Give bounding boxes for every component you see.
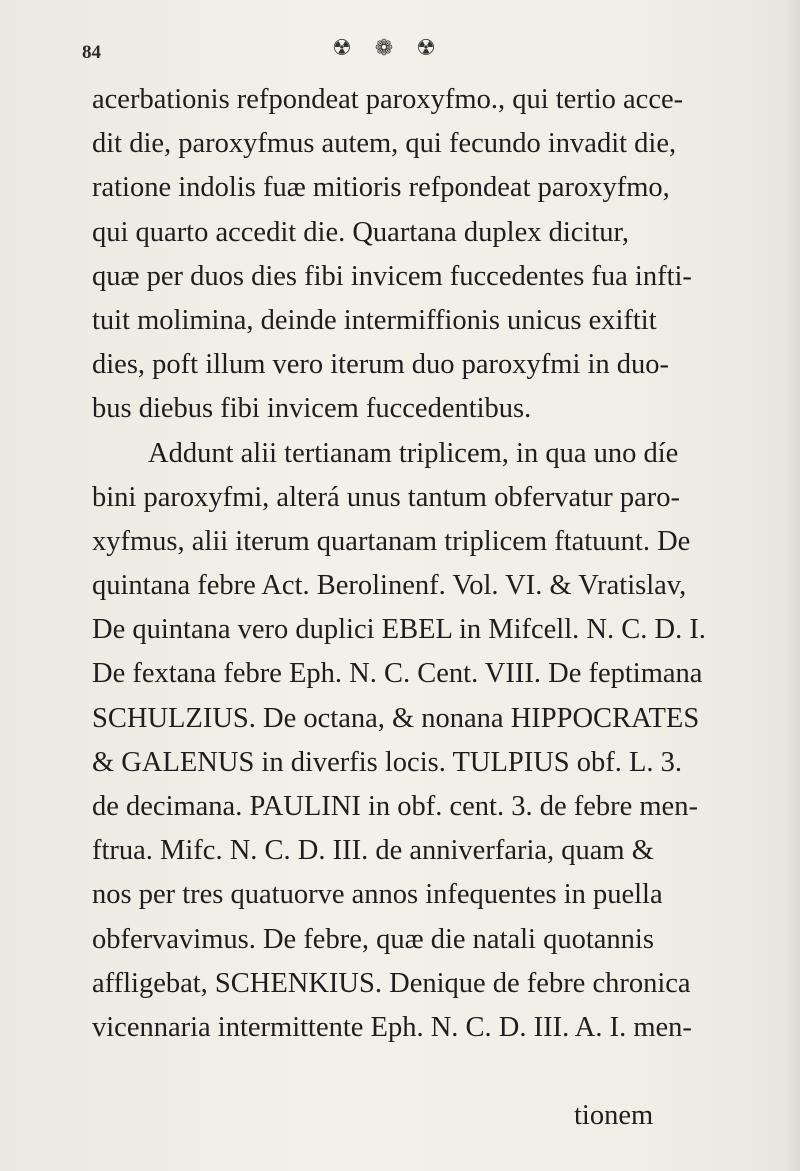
- text-line: obfervavimus. De febre, quæ die natali quotannis: [92, 923, 654, 955]
- text-line: dies, poft illum vero iterum duo paroxyfmi in duo-: [92, 349, 670, 381]
- text-line: ftrua. Mifc. N. C. D. III. de anniverfaria, quam &: [92, 835, 654, 867]
- page-edge-shadow: [786, 0, 800, 1171]
- header-ornaments: [332, 36, 437, 61]
- text-line: xyfmus, alii iterum quartanam triplicem ftatuunt. De: [92, 525, 691, 557]
- catchword: tionem: [574, 1100, 654, 1131]
- text-line: De quintana vero duplici EBEL in Mifcell. N. C. D. I.: [92, 614, 706, 646]
- text-line: bini paroxyfmi, alterá unus tantum obfervatur paro-: [92, 481, 681, 513]
- ornament-center-icon: ❁: [374, 36, 395, 61]
- paragraph-start-line: Addunt alii tertianam triplicem, in qua uno díe: [148, 437, 679, 469]
- text-line: quæ per duos dies fibi invicem fuccedentes fua infti-: [92, 260, 692, 292]
- text-line: SCHULZIUS. De octana, & nonana HIPPOCRATES: [92, 702, 700, 734]
- ornament-right-icon: ☢: [416, 36, 437, 61]
- text-line: bus diebus fibi invicem fuccedentibus.: [92, 393, 532, 425]
- text-line: qui quarto accedit die. Quartana duplex dicitur,: [92, 216, 629, 248]
- text-line: tuit molimina, deinde intermiffionis unicus exiftit: [92, 304, 657, 336]
- text-line: vicennaria intermittente Eph. N. C. D. III. A. I. men-: [92, 1011, 692, 1043]
- ornament-left-icon: ☢: [332, 36, 353, 61]
- text-line: quintana febre Act. Berolinenf. Vol. VI. & Vratislav,: [92, 570, 687, 602]
- page-header: [82, 30, 682, 66]
- text-line: dit die, paroxyfmus autem, qui fecundo invadit die,: [92, 128, 677, 160]
- text-line: de decimana. PAULINI in obf. cent. 3. de febre men-: [92, 791, 698, 822]
- body-text: [92, 78, 742, 1050]
- text-line: affligebat, SCHENKIUS. Denique de febre chronica: [92, 967, 691, 999]
- text-line: acerbationis refpondeat paroxyfmo., qui tertio acce-: [92, 84, 684, 115]
- text-line: De fextana febre Eph. N. C. Cent. VIII. De feptimana: [92, 658, 703, 690]
- text-line: ratione indolis fuæ mitioris refpondeat paroxyfmo,: [92, 172, 670, 204]
- text-line: nos per tres quatuorve annos infequentes in puella: [92, 879, 663, 911]
- text-line: & GALENUS in diverfis locis. TULPIUS obf. L. 3.: [92, 746, 683, 778]
- page-number: 84: [82, 42, 101, 63]
